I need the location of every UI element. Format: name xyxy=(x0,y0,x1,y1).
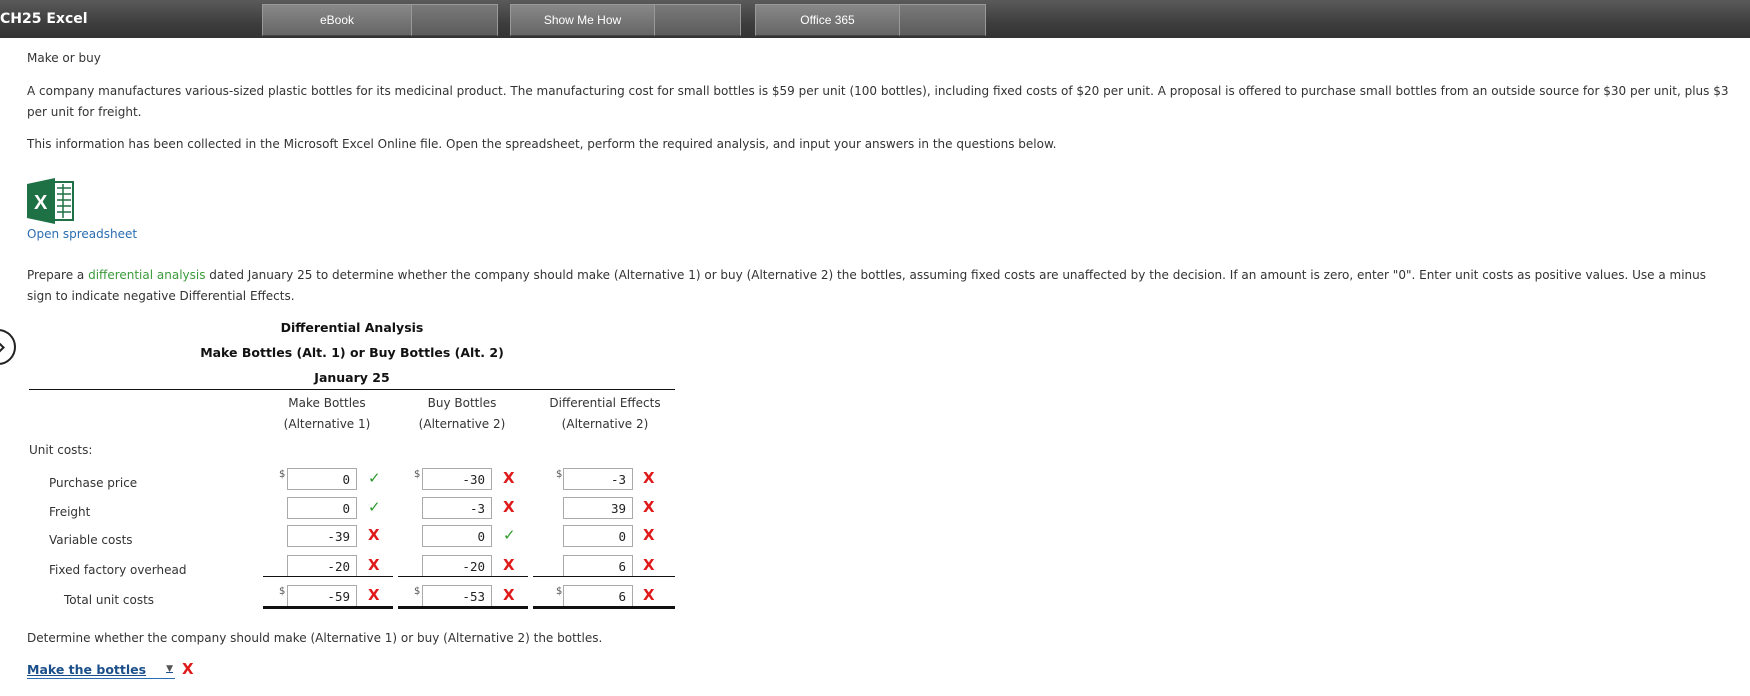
incorrect-x-icon: X xyxy=(503,498,515,516)
table-date: January 25 xyxy=(314,370,390,385)
row-label: Purchase price xyxy=(49,476,138,490)
side-expand-button[interactable] xyxy=(0,329,16,365)
amount-input[interactable]: -59 xyxy=(287,585,357,607)
column-header-diff-line2: (Alternative 2) xyxy=(561,417,649,431)
top-toolbar xyxy=(0,0,1750,38)
amount-input[interactable]: 6 xyxy=(563,555,633,577)
decision-incorrect-icon: X xyxy=(182,660,194,678)
toolbar-blank-button-3[interactable] xyxy=(899,4,986,36)
section-title: Make or buy xyxy=(27,51,101,65)
correct-check-icon: ✓ xyxy=(503,526,516,544)
toolbar-blank-button-2[interactable] xyxy=(654,4,741,36)
incorrect-x-icon: X xyxy=(503,586,515,604)
total-rule-buy xyxy=(398,606,528,609)
correct-check-icon: ✓ xyxy=(368,469,381,487)
decision-dropdown[interactable] xyxy=(27,660,175,679)
amount-input[interactable]: 0 xyxy=(422,525,492,547)
incorrect-x-icon: X xyxy=(368,526,380,544)
currency-symbol: $ xyxy=(414,586,421,597)
amount-input[interactable]: 39 xyxy=(563,497,633,519)
decision-question: Determine whether the company should make (Alternative 1) or buy (Alternative 2) the bottles. xyxy=(27,631,603,645)
incorrect-x-icon: X xyxy=(643,526,655,544)
column-header-buy-line2: (Alternative 2) xyxy=(418,417,506,431)
column-header-make-line2: (Alternative 1) xyxy=(283,417,371,431)
currency-symbol: $ xyxy=(414,469,421,480)
show-me-how-button[interactable]: Show Me How xyxy=(510,4,655,36)
office-365-button[interactable]: Office 365 xyxy=(755,4,900,36)
instructions-prefix: Prepare a xyxy=(27,268,89,282)
currency-symbol: $ xyxy=(279,586,286,597)
currency-symbol: $ xyxy=(279,469,286,480)
column-header-make xyxy=(252,393,402,435)
amount-input[interactable]: -20 xyxy=(422,555,492,577)
incorrect-x-icon: X xyxy=(503,556,515,574)
info-paragraph: This information has been collected in the Microsoft Excel Online file. Open the spreadsheet, perform the required analysis, and input your answers in the questions below. xyxy=(27,137,1057,151)
amount-input[interactable]: -20 xyxy=(287,555,357,577)
incorrect-x-icon: X xyxy=(643,556,655,574)
row-label: Total unit costs xyxy=(64,593,155,607)
decision-selected-value: Make the bottles xyxy=(27,661,147,677)
ebook-button[interactable]: eBook xyxy=(262,4,412,36)
subtotal-rule-make xyxy=(263,576,393,577)
row-label: Fixed factory overhead xyxy=(49,563,187,577)
svg-text:X: X xyxy=(34,192,48,214)
subtotal-rule-diff xyxy=(533,576,675,577)
incorrect-x-icon: X xyxy=(643,498,655,516)
incorrect-x-icon: X xyxy=(643,469,655,487)
amount-input[interactable]: 0 xyxy=(563,525,633,547)
row-label: Variable costs xyxy=(49,533,133,547)
amount-input[interactable]: -3 xyxy=(563,468,633,490)
amount-input[interactable]: 0 xyxy=(287,497,357,519)
instructions-line-1 xyxy=(27,265,1706,286)
column-header-buy-line1: Buy Bottles xyxy=(427,396,497,410)
toolbar-blank-button-1[interactable] xyxy=(411,4,498,36)
total-rule-diff xyxy=(533,606,675,609)
currency-symbol: $ xyxy=(556,469,563,480)
column-header-differential xyxy=(530,393,680,435)
row-label: Freight xyxy=(49,505,91,519)
incorrect-x-icon: X xyxy=(368,586,380,604)
amount-input[interactable]: -3 xyxy=(422,497,492,519)
assignment-title: CH25 Excel xyxy=(0,11,88,27)
amount-input[interactable]: -53 xyxy=(422,585,492,607)
instructions-suffix: dated January 25 to determine whether the company should make (Alternative 1) or buy (Alternative 2) the bottles, assuming fixed costs are unaffected by the decision. If an amount is zero, enter "0". Enter unit costs as positive values. Use a minus xyxy=(205,268,1707,282)
correct-check-icon: ✓ xyxy=(368,498,381,516)
amount-input[interactable]: -39 xyxy=(287,525,357,547)
incorrect-x-icon: X xyxy=(368,556,380,574)
total-rule-make xyxy=(263,606,393,609)
currency-symbol: $ xyxy=(556,586,563,597)
intro-line-1: A company manufactures various-sized plastic bottles for its medicinal product. The manufacturing cost for small bottles is $59 per unit (100 bottles), including fixed costs of $20 per unit. A proposal is offered to purchase small bottles from an outside source for $30 per unit, plus $3 xyxy=(27,84,1729,98)
differential-analysis-link[interactable]: differential analysis xyxy=(88,268,206,282)
instructions-line-2: sign to indicate negative Differential Effects. xyxy=(27,289,295,303)
table-subtitle: Make Bottles (Alt. 1) or Buy Bottles (Alt. 2) xyxy=(200,345,504,360)
amount-input[interactable]: -30 xyxy=(422,468,492,490)
amount-input[interactable]: 6 xyxy=(563,585,633,607)
amount-input[interactable]: 0 xyxy=(287,468,357,490)
column-header-diff-line1: Differential Effects xyxy=(549,396,661,410)
open-spreadsheet-link[interactable]: Open spreadsheet xyxy=(27,227,138,241)
header-rule xyxy=(29,389,675,390)
chevron-down-icon: ▼ xyxy=(166,664,173,674)
incorrect-x-icon: X xyxy=(643,586,655,604)
excel-icon[interactable] xyxy=(27,178,75,224)
intro-line-2: per unit for freight. xyxy=(27,105,142,119)
column-header-buy xyxy=(387,393,537,435)
table-title: Differential Analysis xyxy=(280,320,424,335)
column-header-make-line1: Make Bottles xyxy=(288,396,366,410)
incorrect-x-icon: X xyxy=(503,469,515,487)
unit-costs-label: Unit costs: xyxy=(29,443,93,457)
subtotal-rule-buy xyxy=(398,576,528,577)
